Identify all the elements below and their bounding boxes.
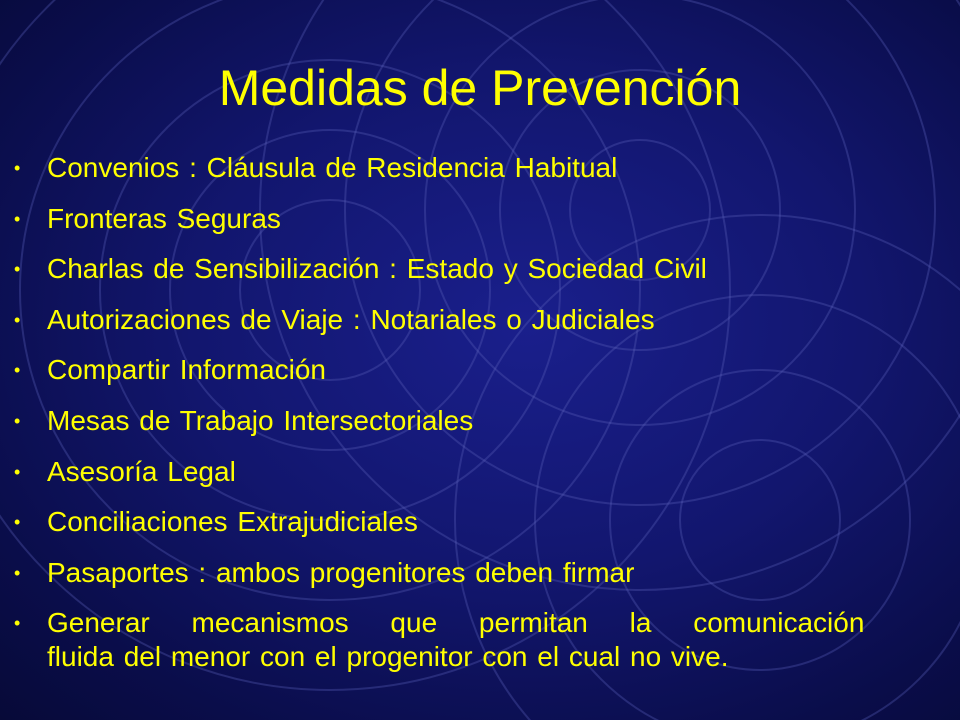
bullet-icon: • [14, 208, 21, 229]
bullet-icon: • [14, 613, 21, 634]
bullet-text: Convenios : Cláusula de Residencia Habitual [47, 152, 618, 183]
bullet-text-line: fluida del menor con el progenitor con el cual no vive. [47, 641, 729, 673]
bullet-text: Pasaportes : ambos progenitores deben firmar [47, 556, 635, 588]
bullet-text: Asesoría Legal [47, 455, 236, 487]
list-item [14, 551, 960, 602]
list-item [14, 146, 960, 197]
bullet-icon: • [14, 410, 21, 431]
slide-title: Medidas de Prevención [218, 60, 742, 116]
bullet-text: Conciliaciones Extrajudiciales [47, 506, 418, 538]
bullet-text: Charlas de Sensibilización : Estado y Sociedad Civil [47, 253, 707, 285]
list-item [14, 500, 960, 551]
bullet-text: Fronteras Seguras [47, 202, 281, 234]
list-item [14, 601, 960, 685]
bullet-icon: • [14, 309, 21, 330]
bullet-list [14, 146, 960, 685]
list-item [14, 450, 960, 501]
list-item [14, 348, 960, 399]
bullet-text: Autorizaciones de Viaje : Notariales o Judiciales [47, 303, 655, 335]
bullet-text: Mesas de Trabajo Intersectoriales [47, 404, 474, 436]
bullet-icon: • [14, 461, 21, 482]
list-item [14, 247, 960, 298]
bullet-text: Compartir Información [47, 354, 326, 386]
bullet-icon: • [14, 562, 21, 583]
list-item [14, 298, 960, 349]
list-item [14, 197, 960, 248]
bullet-icon: • [14, 360, 21, 381]
bullet-icon: • [14, 158, 21, 178]
list-item [14, 399, 960, 450]
bullet-text-line: Generar mecanismos que permitan la comunicación [47, 607, 865, 639]
bullet-icon: • [14, 259, 21, 280]
bullet-text [47, 601, 960, 674]
bullet-icon: • [14, 512, 21, 533]
